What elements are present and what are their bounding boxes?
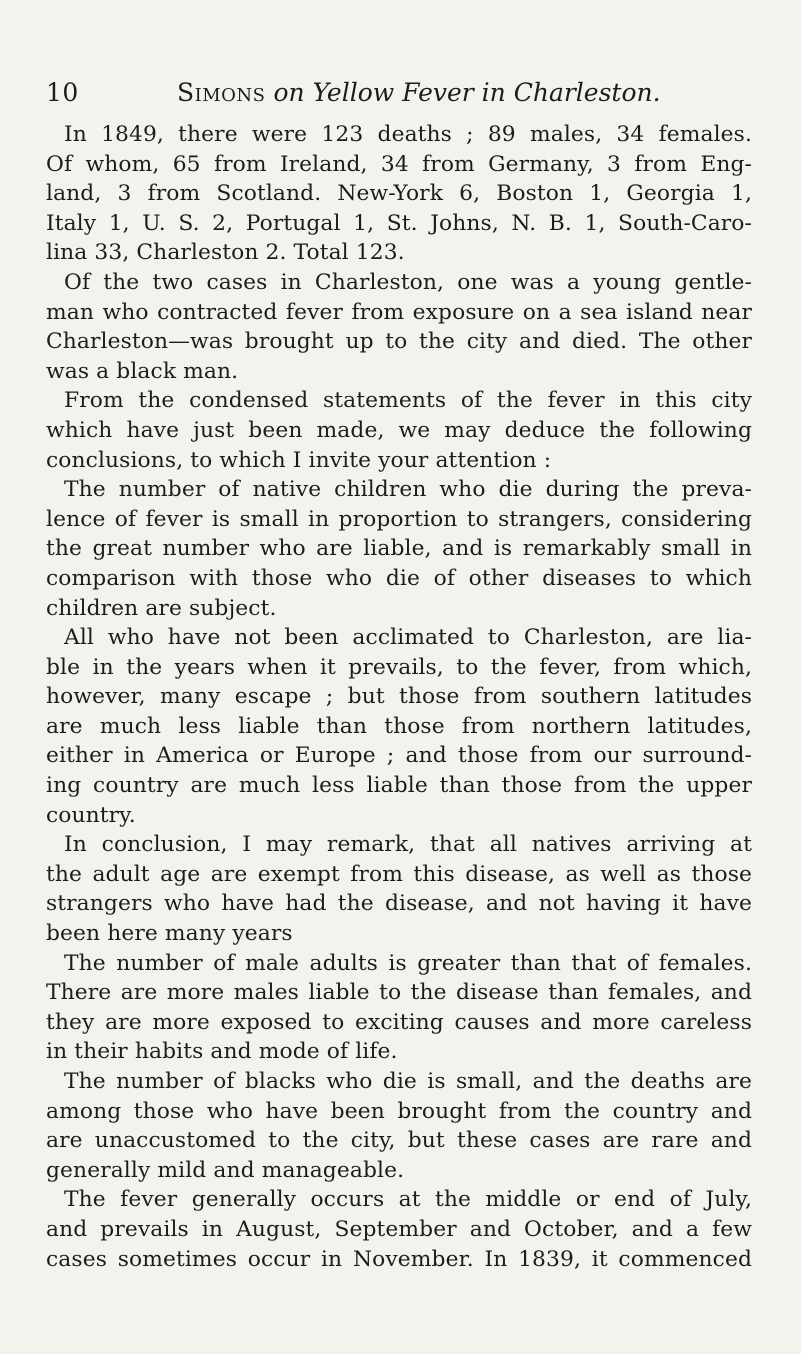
running-title-author: Simons bbox=[177, 78, 266, 107]
text-line: In conclusion, I may remark, that all natives arriving at bbox=[64, 832, 752, 858]
text-line: in their habits and mode of life. bbox=[46, 1039, 398, 1065]
paragraph bbox=[46, 1185, 752, 1274]
text-line: they are more exposed to exciting causes and more careless bbox=[46, 1009, 752, 1035]
paragraph bbox=[46, 1067, 752, 1185]
text-line: ble in the years when it prevails, to the fever, from which, bbox=[46, 654, 752, 680]
paragraph bbox=[46, 120, 752, 268]
body-text bbox=[46, 120, 752, 1274]
text-line: There are more males liable to the disease than females, and bbox=[46, 980, 752, 1006]
paragraph bbox=[46, 386, 752, 475]
text-line: cases sometimes occur in November. In 1839, it commenced bbox=[46, 1246, 752, 1272]
text-line: and prevails in August, September and October, and a few bbox=[46, 1216, 752, 1242]
text-line: Of whom, 65 from Ireland, 34 from Germany, 3 from Eng- bbox=[46, 151, 752, 177]
text-line: In 1849, there were 123 deaths ; 89 males, 34 females. bbox=[64, 122, 752, 147]
running-title bbox=[177, 78, 661, 107]
text-line: been here many years bbox=[46, 921, 293, 947]
text-line: the adult age are exempt from this disease, as well as those bbox=[46, 861, 752, 887]
paragraph bbox=[46, 623, 752, 830]
text-line: lence of fever is small in proportion to strangers, considering bbox=[46, 506, 752, 532]
paragraph bbox=[46, 475, 752, 623]
text-line: are unaccustomed to the city, but these cases are rare and bbox=[46, 1128, 752, 1154]
text-line: comparison with those who die of other diseases to which bbox=[46, 565, 752, 591]
text-line: Of the two cases in Charleston, one was a young gentle- bbox=[64, 269, 752, 295]
text-line: land, 3 from Scotland. New-York 6, Boston 1, Georgia 1, bbox=[46, 181, 752, 207]
running-title-on: on bbox=[273, 78, 305, 107]
text-line: country. bbox=[46, 802, 136, 828]
paragraph bbox=[46, 949, 752, 1067]
running-title-subject: Yellow Fever in Charleston. bbox=[312, 78, 661, 107]
text-line: The number of male adults is greater than that of females. bbox=[64, 950, 752, 976]
text-line: was a black man. bbox=[46, 358, 239, 384]
text-line: the great number who are liable, and is remarkably small in bbox=[46, 536, 752, 562]
text-line: either in America or Europe ; and those from our surround- bbox=[46, 743, 752, 769]
text-line: All who have not been acclimated to Charleston, are lia- bbox=[64, 625, 752, 651]
text-line: The fever generally occurs at the middle or end of July, bbox=[64, 1187, 752, 1213]
text-line: conclusions, to which I invite your attention : bbox=[46, 447, 552, 473]
text-line: Italy 1, U. S. 2, Portugal 1, St. Johns, N. B. 1, South-Caro- bbox=[46, 210, 752, 236]
text-line: man who contracted fever from exposure on a sea island near bbox=[46, 299, 752, 325]
text-line: The number of blacks who die is small, and the deaths are bbox=[64, 1069, 752, 1094]
text-line: generally mild and manageable. bbox=[46, 1157, 405, 1183]
text-line: The number of native children who die during the preva- bbox=[64, 477, 752, 503]
text-line: strangers who have had the disease, and not having it have bbox=[46, 891, 752, 917]
paragraph bbox=[46, 830, 752, 948]
text-line: which have just been made, we may deduce the following bbox=[46, 417, 752, 443]
text-line: Charleston—was brought up to the city and died. The other bbox=[46, 329, 752, 355]
text-line: From the condensed statements of the fever in this city bbox=[64, 388, 752, 414]
text-line: children are subject. bbox=[46, 595, 277, 621]
text-line: are much less liable than those from northern latitudes, bbox=[46, 713, 752, 739]
running-header bbox=[46, 78, 755, 114]
paragraph bbox=[46, 268, 752, 386]
text-line: ing country are much less liable than those from the upper bbox=[46, 773, 752, 799]
text-line: among those who have been brought from the country and bbox=[46, 1098, 752, 1124]
text-line: however, many escape ; but those from southern latitudes bbox=[46, 684, 752, 710]
page-number: 10 bbox=[46, 78, 79, 107]
text-line: lina 33, Charleston 2. Total 123. bbox=[46, 240, 405, 266]
